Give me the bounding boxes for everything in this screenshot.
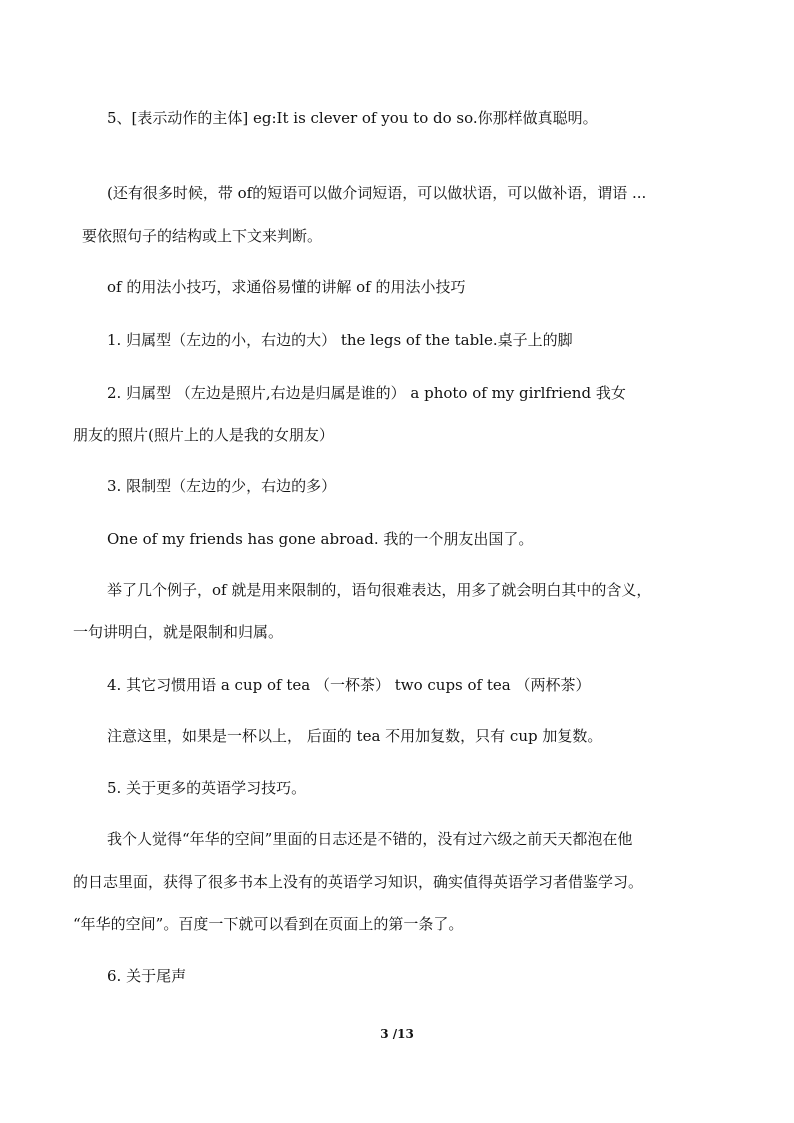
list-item-2-line-1: 2. 归属型 （左边是照片,右边是归属是谁的） a photo of my girlfriend 我女 xyxy=(107,384,626,402)
paragraph-blog-line-2: 的日志里面，获得了很多书本上没有的英语学习知识，确实值得英语学习者借鉴学习。 xyxy=(73,873,644,891)
paragraph-blog-line-1: 我个人觉得“年华的空间”里面的日志还是不错的，没有过六级之前天天都泡在他 xyxy=(107,830,633,848)
paragraph-of-phrases-line-2: 要依照句子的结构或上下文来判断。 xyxy=(82,227,323,245)
page-number: 3 /13 xyxy=(380,1027,414,1041)
paragraph-subject-of-action: 5、[表示动作的主体] eg:It is clever of you to do so.你那样做真聪明。 xyxy=(107,109,598,127)
paragraph-blog-line-3: “年华的空间”。百度一下就可以看到在页面上的第一条了。 xyxy=(73,915,464,933)
example-sentence: One of my friends has gone abroad. 我的一个朋友出国了。 xyxy=(107,530,534,548)
list-item-5: 5. 关于更多的英语学习技巧。 xyxy=(107,779,307,797)
paragraph-of-phrases-line-1: (还有很多时候，带 of的短语可以做介词短语，可以做状语，可以做补语，谓语 ... xyxy=(107,184,647,202)
paragraph-examples-line-2: 一句讲明白，就是限制和归属。 xyxy=(73,623,284,641)
list-item-2-line-2: 朋友的照片(照片上的人是我的女朋友） xyxy=(73,426,334,444)
list-item-1: 1. 归属型（左边的小，右边的大） the legs of the table.桌子上的脚 xyxy=(107,331,573,349)
list-item-4: 4. 其它习惯用语 a cup of tea （一杯茶） two cups of tea （两杯茶） xyxy=(107,676,591,694)
list-item-6: 6. 关于尾声 xyxy=(107,967,187,985)
note-paragraph: 注意这里，如果是一杯以上， 后面的 tea 不用加复数，只有 cup 加复数。 xyxy=(107,727,603,745)
section-heading-of-tips: of 的用法小技巧，求通俗易懂的讲解 of 的用法小技巧 xyxy=(107,278,466,296)
paragraph-examples-line-1: 举了几个例子，of 就是用来限制的，语句很难表达，用多了就会明白其中的含义， xyxy=(107,581,652,599)
list-item-3: 3. 限制型（左边的少，右边的多） xyxy=(107,477,337,495)
